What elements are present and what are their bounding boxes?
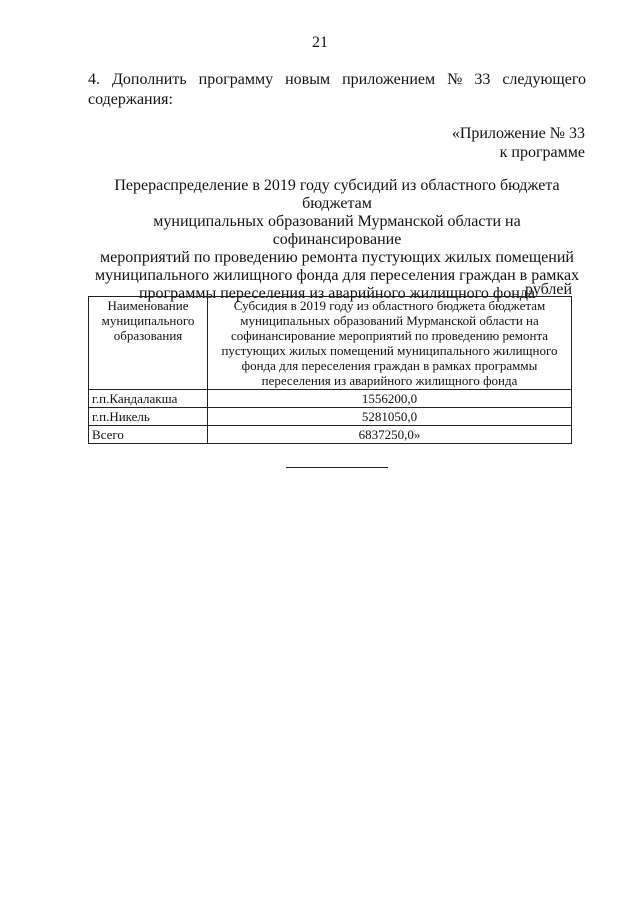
table-row	[89, 408, 572, 426]
column-header-municipality: Наименование муниципального образования	[89, 297, 208, 390]
appendix-reference-line1: «Приложение № 33	[451, 125, 585, 142]
document-title-line: муниципального жилищного фонда для переселения граждан в рамках	[94, 267, 580, 284]
municipality-cell: г.п.Кандалакша	[89, 390, 208, 408]
total-amount-cell: 6837250,0»	[208, 426, 572, 444]
document-title-line: мероприятий по проведению ремонта пустующих жилых помещений	[100, 249, 574, 266]
municipality-cell: г.п.Никель	[89, 408, 208, 426]
item-number: 4.	[88, 71, 100, 88]
item-paragraph-line1	[88, 70, 586, 90]
page-number: 21	[312, 34, 328, 51]
table-row	[89, 390, 572, 408]
document-title-line: Перераспределение в 2019 году субсидий из областного бюджета бюджетам	[114, 177, 560, 212]
item-word: 33	[474, 71, 491, 88]
document-title-line: муниципальных образований Мурманской области на софинансирование	[153, 213, 521, 248]
item-word: приложением	[342, 71, 436, 88]
document-title	[88, 177, 586, 303]
units-label: рублей	[525, 281, 572, 298]
item-word: №	[447, 71, 463, 88]
amount-cell: 1556200,0	[208, 390, 572, 408]
item-word: программу	[198, 71, 274, 88]
column-header-subsidy: Субсидия в 2019 году из областного бюджета бюджетам муниципальных образований Мурманской области на софинансирование мероприятий по проведению ремонта пустующих жилых помещений муниципального жилищного фонда для переселения граждан в рамках программы переселения из аварийного жилищного фонда	[208, 297, 572, 390]
item-word: новым	[285, 71, 331, 88]
subsidy-table	[88, 296, 572, 444]
item-word: следующего	[502, 71, 586, 88]
item-word: Дополнить	[111, 71, 187, 88]
closing-divider	[286, 467, 388, 468]
table-total-row	[89, 426, 572, 444]
total-label-cell: Всего	[89, 426, 208, 444]
amount-cell: 5281050,0	[208, 408, 572, 426]
document-title-line: программы переселения из аварийного жилищного фонда	[138, 285, 536, 302]
appendix-reference	[452, 124, 585, 162]
item-paragraph	[88, 70, 586, 110]
table-header-row	[89, 297, 572, 390]
item-paragraph-line2: содержания:	[88, 91, 173, 108]
appendix-reference-line2: к программе	[499, 144, 585, 161]
